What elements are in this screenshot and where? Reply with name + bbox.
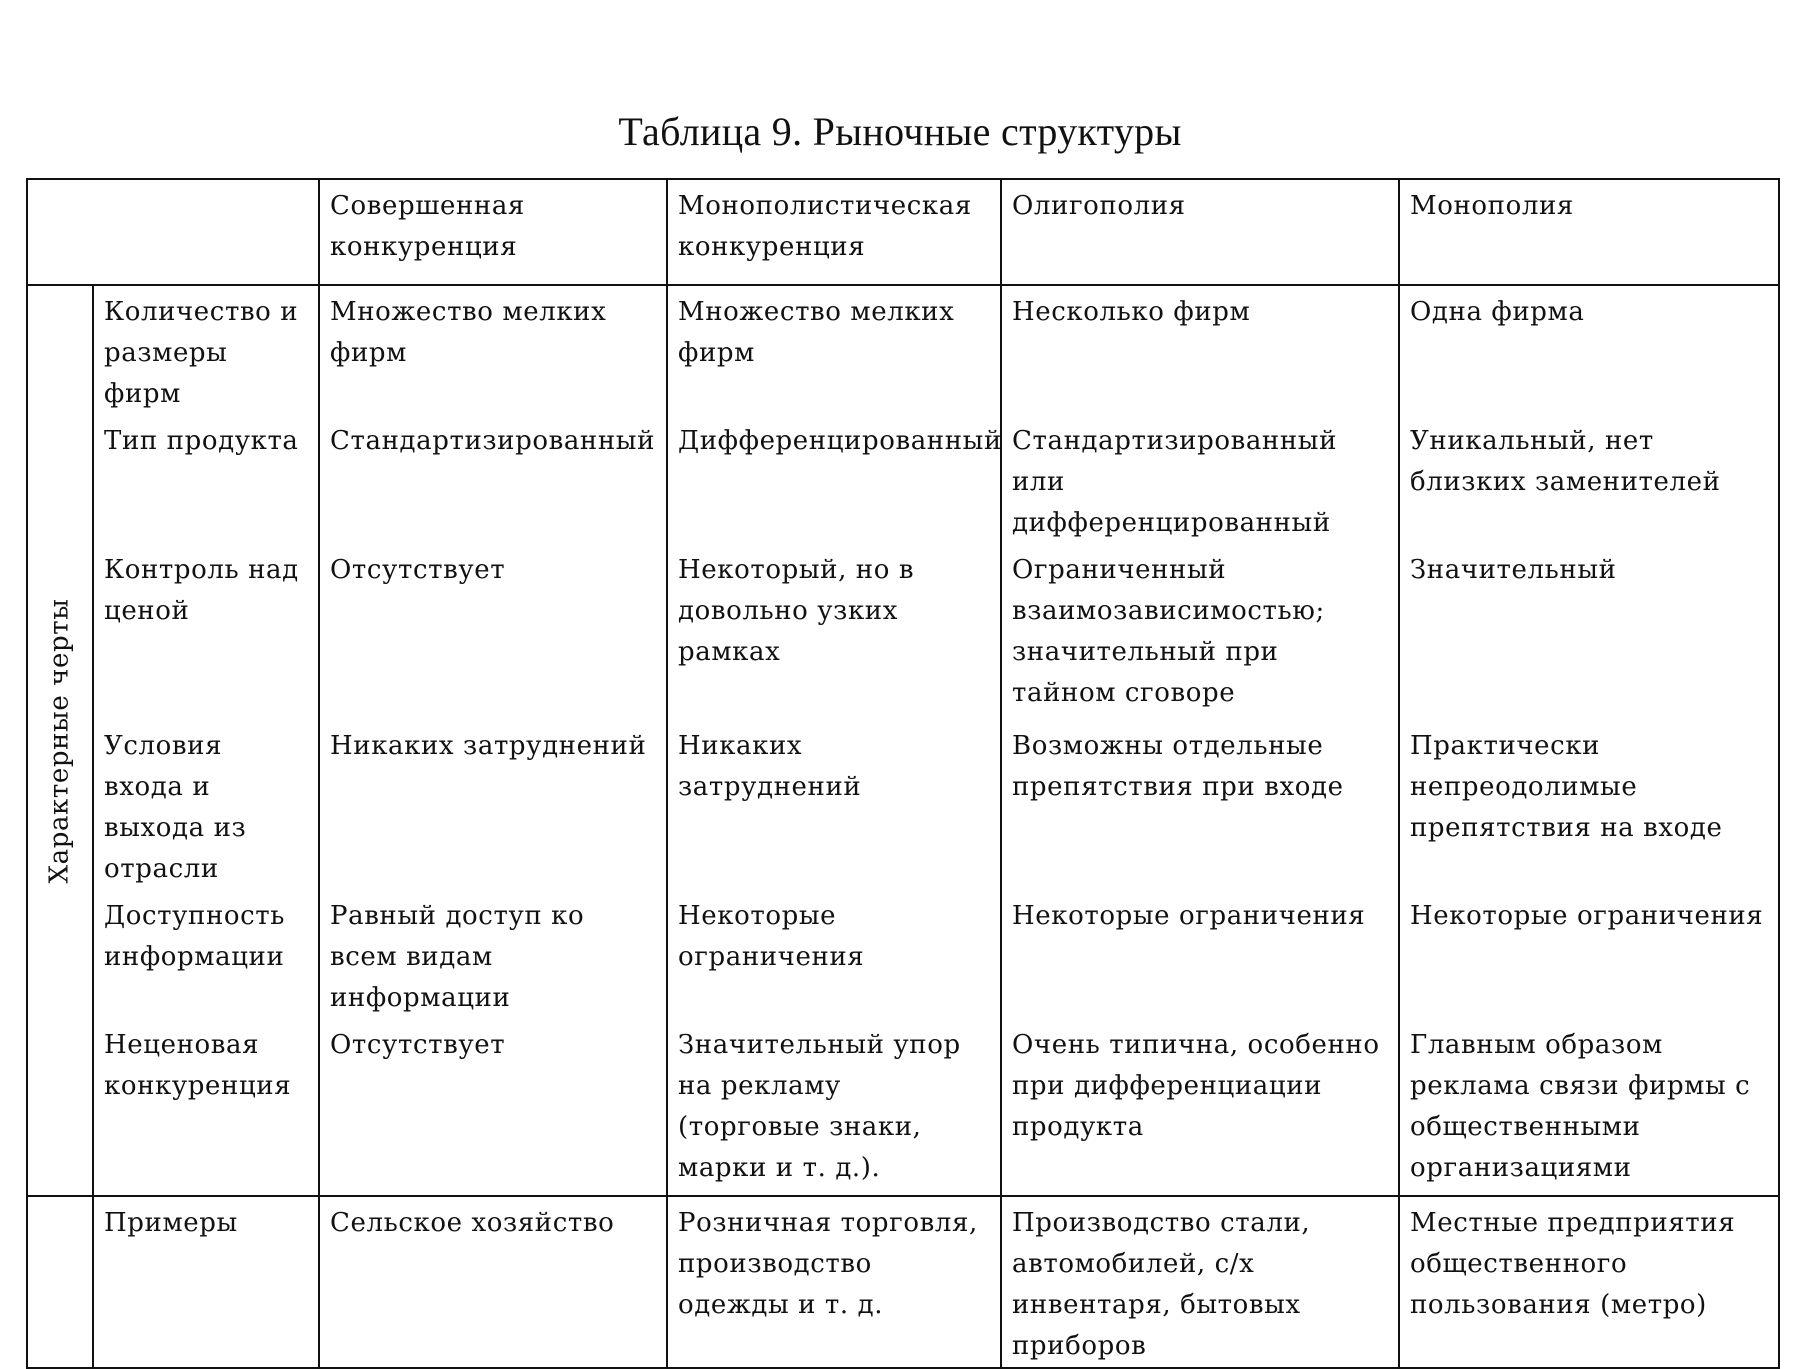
column-header: Олигополия (1001, 179, 1399, 285)
row-label: Условия входа и выхода из отрасли (93, 720, 319, 890)
table-cell: Отсутствует (319, 544, 667, 720)
table-cell: Местные предприятия общественного пользования (метро) (1399, 1196, 1779, 1368)
table-cell: Одна фирма (1399, 285, 1779, 415)
table-header-row (27, 179, 1779, 285)
table-cell: Главным образом реклама связи фирмы с общественными организациями (1399, 1019, 1779, 1196)
table-cell: Ограниченный взаимозависимостью; значительный при тайном сговоре (1001, 544, 1399, 720)
column-header: Монополия (1399, 179, 1779, 285)
table-cell: Возможны отдельные препятствия при входе (1001, 720, 1399, 890)
side-label: Характерные черты (44, 598, 75, 883)
row-label: Тип продукта (93, 415, 319, 544)
row-label: Контроль над ценой (93, 544, 319, 720)
side-label-cell (27, 285, 93, 1196)
table-cell: Значительный упор на рекламу (торговые знаки, марки и т. д.). (667, 1019, 1001, 1196)
table-row (27, 415, 1779, 544)
examples-side-cell (27, 1196, 93, 1368)
table-cell: Практически непреодолимые препятствия на входе (1399, 720, 1779, 890)
table-cell: Значительный (1399, 544, 1779, 720)
table-cell: Некоторый, но в довольно узких рамках (667, 544, 1001, 720)
row-label: Доступность информации (93, 890, 319, 1019)
table-cell: Никаких затруднений (319, 720, 667, 890)
header-corner-cell (27, 179, 319, 285)
table-cell: Множество мелких фирм (319, 285, 667, 415)
table-row (27, 1019, 1779, 1196)
row-label: Неценовая конкуренция (93, 1019, 319, 1196)
column-header: Совершенная конкуренция (319, 179, 667, 285)
table-cell: Несколько фирм (1001, 285, 1399, 415)
table-row (27, 720, 1779, 890)
row-label: Количество и размеры фирм (93, 285, 319, 415)
table-row (27, 285, 1779, 415)
table-cell: Дифференцированный (667, 415, 1001, 544)
table-cell: Некоторые ограничения (1399, 890, 1779, 1019)
table-cell: Множество мелких фирм (667, 285, 1001, 415)
row-label: Примеры (93, 1196, 319, 1368)
table-cell: Равный доступ ко всем видам информации (319, 890, 667, 1019)
table-cell: Некоторые ограничения (1001, 890, 1399, 1019)
table-cell: Отсутствует (319, 1019, 667, 1196)
table-cell: Стандартизированный (319, 415, 667, 544)
page-title: Таблица 9. Рыночные структуры (618, 109, 1182, 154)
table-cell: Никаких затруднений (667, 720, 1001, 890)
market-structures-table (26, 178, 1780, 1369)
table-row (27, 544, 1779, 720)
table-cell: Производство стали, автомобилей, с/х инвентаря, бытовых приборов (1001, 1196, 1399, 1368)
table-cell: Некоторые ограничения (667, 890, 1001, 1019)
table-cell: Стандартизированный или дифференцированный (1001, 415, 1399, 544)
table-cell: Сельское хозяйство (319, 1196, 667, 1368)
table-cell: Розничная торговля, производство одежды и т. д. (667, 1196, 1001, 1368)
column-header: Монополистическая конкуренция (667, 179, 1001, 285)
table-cell: Очень типична, особенно при дифференциации продукта (1001, 1019, 1399, 1196)
table-cell: Уникальный, нет близких заменителей (1399, 415, 1779, 544)
table-row (27, 890, 1779, 1019)
examples-row (27, 1196, 1779, 1368)
